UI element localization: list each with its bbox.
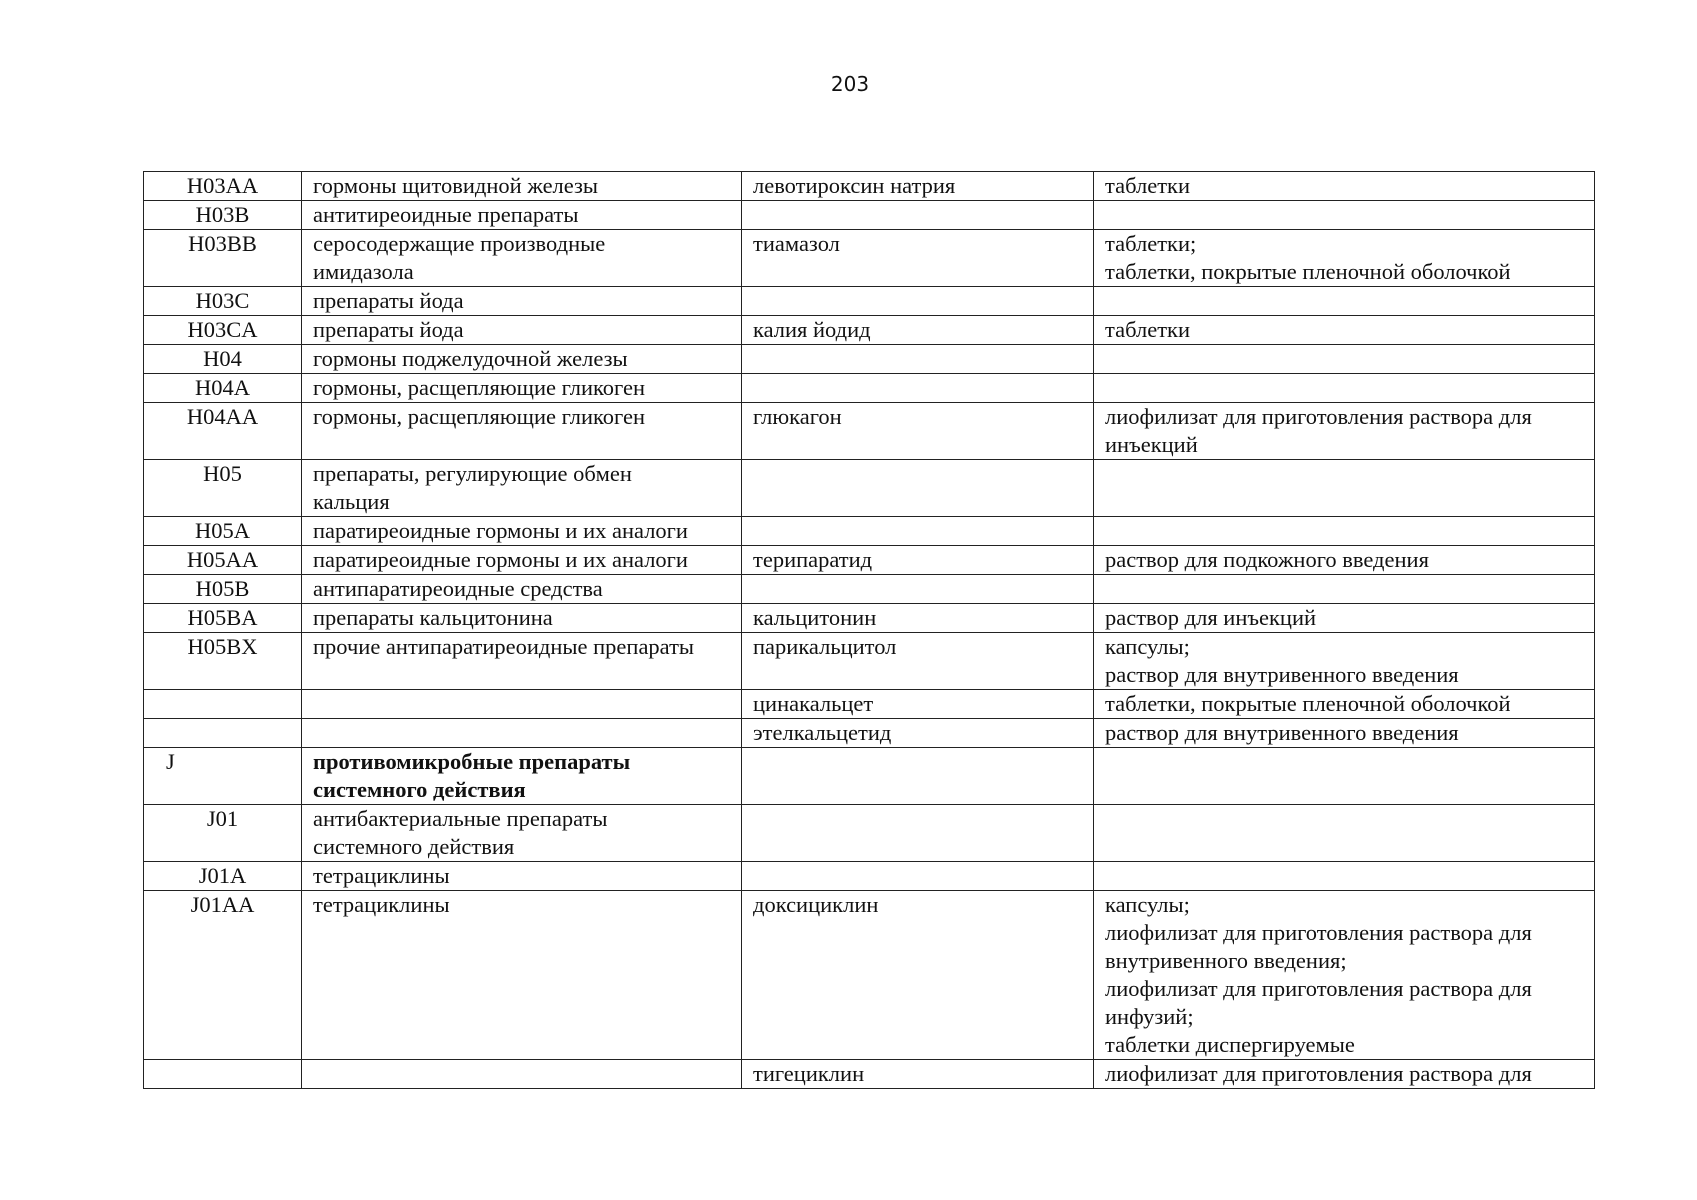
table-row <box>144 805 1595 862</box>
drug-name-cell <box>742 287 1094 316</box>
dosage-form-cell <box>1094 575 1595 604</box>
drug-table-body <box>144 172 1595 1089</box>
dosage-form-cell: лиофилизат для приготовления раствора для инъекций <box>1094 403 1595 460</box>
atc-code-cell: H03B <box>144 201 302 230</box>
atc-code-cell: H04 <box>144 345 302 374</box>
dosage-form-cell: лиофилизат для приготовления раствора для <box>1094 1060 1595 1089</box>
dosage-form-cell: капсулы; раствор для внутривенного введения <box>1094 633 1595 690</box>
drug-name-cell <box>742 201 1094 230</box>
anatomical-group-cell: антитиреоидные препараты <box>302 201 742 230</box>
drug-name-cell <box>742 374 1094 403</box>
dosage-form-cell: таблетки, покрытые пленочной оболочкой <box>1094 690 1595 719</box>
anatomical-group-cell <box>302 719 742 748</box>
atc-code-cell: H03AA <box>144 172 302 201</box>
atc-code-cell: H04A <box>144 374 302 403</box>
anatomical-group-cell: препараты кальцитонина <box>302 604 742 633</box>
drug-name-cell: парикальцитол <box>742 633 1094 690</box>
dosage-form-cell: таблетки <box>1094 316 1595 345</box>
anatomical-group-cell: серосодержащие производные имидазола <box>302 230 742 287</box>
table-row <box>144 862 1595 891</box>
table-row <box>144 345 1595 374</box>
table-row <box>144 230 1595 287</box>
drug-name-cell: цинакальцет <box>742 690 1094 719</box>
drug-name-cell: тиамазол <box>742 230 1094 287</box>
atc-code-cell: H05A <box>144 517 302 546</box>
drug-name-cell <box>742 862 1094 891</box>
anatomical-group-cell: противомикробные препараты системного действия <box>302 748 742 805</box>
anatomical-group-cell <box>302 690 742 719</box>
anatomical-group-cell: гормоны поджелудочной железы <box>302 345 742 374</box>
drug-name-cell: левотироксин натрия <box>742 172 1094 201</box>
dosage-form-cell <box>1094 862 1595 891</box>
anatomical-group-cell: препараты, регулирующие обмен кальция <box>302 460 742 517</box>
drug-name-cell: калия йодид <box>742 316 1094 345</box>
drug-name-cell: глюкагон <box>742 403 1094 460</box>
anatomical-group-cell: паратиреоидные гормоны и их аналоги <box>302 546 742 575</box>
page-number: 203 <box>830 72 870 96</box>
drug-name-cell: доксициклин <box>742 891 1094 1060</box>
dosage-form-cell: капсулы; лиофилизат для приготовления раствора для внутривенного введения; лиофилизат для приготовления раствора для инфузий; таблетки диспергируемые <box>1094 891 1595 1060</box>
anatomical-group-cell <box>302 1060 742 1089</box>
dosage-form-cell: раствор для инъекций <box>1094 604 1595 633</box>
dosage-form-cell <box>1094 374 1595 403</box>
drug-name-cell <box>742 805 1094 862</box>
atc-code-cell <box>144 690 302 719</box>
atc-code-cell: H03CA <box>144 316 302 345</box>
drug-name-cell: тигециклин <box>742 1060 1094 1089</box>
anatomical-group-cell: прочие антипаратиреоидные препараты <box>302 633 742 690</box>
atc-code-cell: H05AA <box>144 546 302 575</box>
dosage-form-cell: таблетки; таблетки, покрытые пленочной оболочкой <box>1094 230 1595 287</box>
table-row <box>144 287 1595 316</box>
drug-name-cell: этелкальцетид <box>742 719 1094 748</box>
table-row <box>144 575 1595 604</box>
table-row <box>144 891 1595 1060</box>
table-row <box>144 690 1595 719</box>
anatomical-group-cell: антибактериальные препараты системного действия <box>302 805 742 862</box>
table-row <box>144 316 1595 345</box>
dosage-form-cell: таблетки <box>1094 172 1595 201</box>
atc-code-cell: J <box>144 748 302 805</box>
anatomical-group-cell: тетрациклины <box>302 891 742 1060</box>
drug-name-cell <box>742 345 1094 374</box>
table-row <box>144 403 1595 460</box>
atc-code-cell: H04AA <box>144 403 302 460</box>
table-row <box>144 374 1595 403</box>
dosage-form-cell: раствор для подкожного введения <box>1094 546 1595 575</box>
dosage-form-cell: раствор для внутривенного введения <box>1094 719 1595 748</box>
table-row <box>144 172 1595 201</box>
table-row <box>144 201 1595 230</box>
anatomical-group-cell: гормоны щитовидной железы <box>302 172 742 201</box>
drug-name-cell <box>742 575 1094 604</box>
drug-name-cell <box>742 460 1094 517</box>
drug-name-cell: кальцитонин <box>742 604 1094 633</box>
table-row <box>144 633 1595 690</box>
anatomical-group-cell: паратиреоидные гормоны и их аналоги <box>302 517 742 546</box>
anatomical-group-cell: препараты йода <box>302 316 742 345</box>
anatomical-group-cell: тетрациклины <box>302 862 742 891</box>
anatomical-group-cell: гормоны, расщепляющие гликоген <box>302 403 742 460</box>
atc-code-cell: J01AA <box>144 891 302 1060</box>
atc-code-cell: H05B <box>144 575 302 604</box>
drug-name-cell: терипаратид <box>742 546 1094 575</box>
atc-code-cell: J01 <box>144 805 302 862</box>
anatomical-group-cell: гормоны, расщепляющие гликоген <box>302 374 742 403</box>
dosage-form-cell <box>1094 345 1595 374</box>
drug-name-cell <box>742 517 1094 546</box>
atc-code-cell: H05 <box>144 460 302 517</box>
table-row <box>144 546 1595 575</box>
atc-code-cell: H05BA <box>144 604 302 633</box>
anatomical-group-cell: препараты йода <box>302 287 742 316</box>
drug-name-cell <box>742 748 1094 805</box>
table-row <box>144 719 1595 748</box>
table-row <box>144 1060 1595 1089</box>
drug-table <box>143 171 1595 1089</box>
anatomical-group-cell: антипаратиреоидные средства <box>302 575 742 604</box>
dosage-form-cell <box>1094 805 1595 862</box>
table-row <box>144 748 1595 805</box>
dosage-form-cell <box>1094 748 1595 805</box>
atc-code-cell: H03BB <box>144 230 302 287</box>
atc-code-cell: H03C <box>144 287 302 316</box>
table-row <box>144 517 1595 546</box>
dosage-form-cell <box>1094 287 1595 316</box>
table-row <box>144 460 1595 517</box>
atc-code-cell <box>144 719 302 748</box>
atc-code-cell: J01A <box>144 862 302 891</box>
atc-code-cell: H05BX <box>144 633 302 690</box>
table-row <box>144 604 1595 633</box>
dosage-form-cell <box>1094 460 1595 517</box>
atc-code-cell <box>144 1060 302 1089</box>
dosage-form-cell <box>1094 201 1595 230</box>
dosage-form-cell <box>1094 517 1595 546</box>
